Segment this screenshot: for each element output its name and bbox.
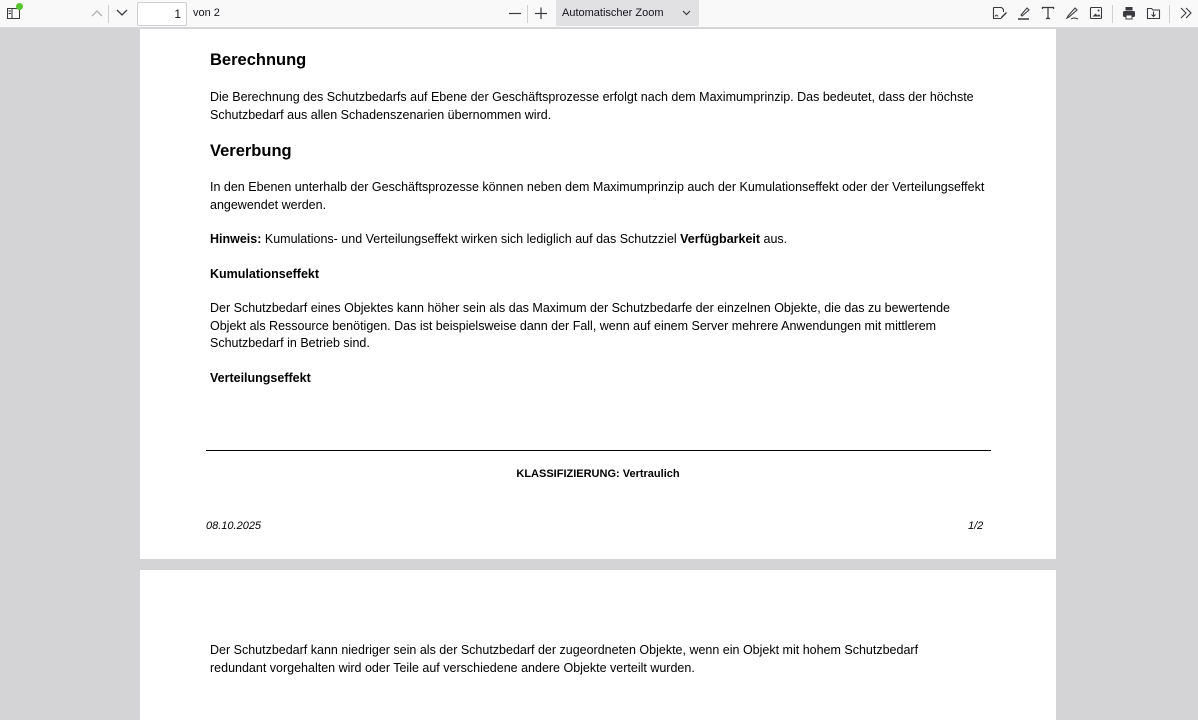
text-button[interactable] — [1037, 2, 1059, 26]
highlight-icon — [1017, 6, 1031, 23]
double-chevron-right-icon — [1179, 7, 1193, 22]
print-button[interactable] — [1118, 2, 1140, 26]
page-count-label: von 2 — [193, 7, 220, 19]
save-button[interactable] — [1142, 2, 1164, 26]
annotation-tools — [988, 2, 1198, 26]
hinweis-bold: Verfügbarkeit — [680, 232, 761, 246]
more-tools-button[interactable] — [1175, 2, 1197, 26]
plus-icon — [535, 7, 547, 22]
footer-date: 08.10.2025 — [206, 520, 262, 532]
paragraph-vererbung: In den Ebenen unterhalb der Geschäftsprozesse können neben dem Maximumprinzip auch der Kumulationseffekt oder der Verteilungseffekt angewendet werden. — [210, 180, 985, 212]
notification-dot — [16, 3, 23, 10]
previous-page-button[interactable] — [86, 2, 108, 26]
minus-icon — [509, 7, 521, 22]
chevron-up-icon — [91, 8, 103, 20]
footer-divider — [206, 450, 991, 451]
paragraph-berechnung: Die Berechnung des Schutzbedarfs auf Ebene der Geschäftsprozesse erfolgt nach dem Maximumprinzip. Das bedeutet, dass der höchste Schutzbedarf aus allen Schadenszenarien übernommen wird. — [210, 90, 974, 122]
pdf-page-2 — [140, 570, 1056, 720]
signature-icon — [992, 6, 1008, 23]
footer-page-number: 1/2 — [968, 520, 984, 532]
text-icon — [1041, 6, 1055, 23]
zoom-select[interactable] — [556, 0, 699, 26]
signature-button[interactable] — [989, 2, 1011, 26]
heading-kumulationseffekt: Kumulationseffekt — [210, 267, 320, 281]
hinweis-text: Kumulations- und Verteilungseffekt wirken sich lediglich auf das Schutzziel — [261, 232, 681, 246]
draw-button[interactable] — [1061, 2, 1083, 26]
classification-label: KLASSIFIZIERUNG: Vertraulich — [516, 468, 680, 480]
paragraph-kumulationseffekt: Der Schutzbedarf eines Objektes kann höher sein als das Maximum der Schutzbedarfe der einzelnen Objekte, die das zu bewertende Objekt als Ressource benötigen. Das ist beispielsweise dann der Fall, wenn auf einem Server mehrere Anwendungen mit mittlerem Schutzbedarf in Betrieb sind. — [210, 301, 951, 350]
pdf-page-1 — [140, 29, 1056, 559]
divider — [1112, 5, 1113, 23]
hinweis-text-end: aus. — [760, 232, 788, 246]
pdf-toolbar — [0, 0, 1198, 28]
heading-berechnung: Berechnung — [210, 51, 307, 69]
save-icon — [1146, 6, 1161, 23]
add-image-button[interactable] — [1085, 2, 1107, 26]
paragraph-hinweis — [210, 231, 1000, 249]
highlight-button[interactable] — [1013, 2, 1035, 26]
divider — [108, 5, 109, 23]
draw-icon — [1065, 6, 1079, 23]
heading-vererbung: Vererbung — [210, 142, 292, 160]
zoom-select-value: Automatischer Zoom — [562, 7, 664, 19]
page-number-input[interactable] — [137, 2, 187, 26]
chevron-down-icon — [682, 7, 691, 19]
hinweis-label: Hinweis: — [210, 232, 262, 246]
image-icon — [1089, 6, 1103, 23]
chevron-down-icon — [116, 8, 128, 20]
paragraph-verteilungseffekt: Der Schutzbedarf kann niedriger sein als der Schutzbedarf der zugeordneten Objekte, wenn ein Objekt mit hohem Schutzbedarf redundant vorgehalten wird oder Teile auf verschiedene andere Objekte verteilt wurden. — [210, 643, 919, 675]
zoom-out-button[interactable] — [505, 2, 525, 26]
zoom-in-button[interactable] — [531, 2, 551, 26]
divider — [527, 5, 528, 23]
sidebar-toggle-button[interactable] — [3, 2, 25, 26]
next-page-button[interactable] — [111, 2, 133, 26]
print-icon — [1122, 6, 1136, 23]
heading-verteilungseffekt: Verteilungseffekt — [210, 371, 311, 385]
divider — [1169, 5, 1170, 23]
document-viewer[interactable] — [0, 29, 1198, 720]
